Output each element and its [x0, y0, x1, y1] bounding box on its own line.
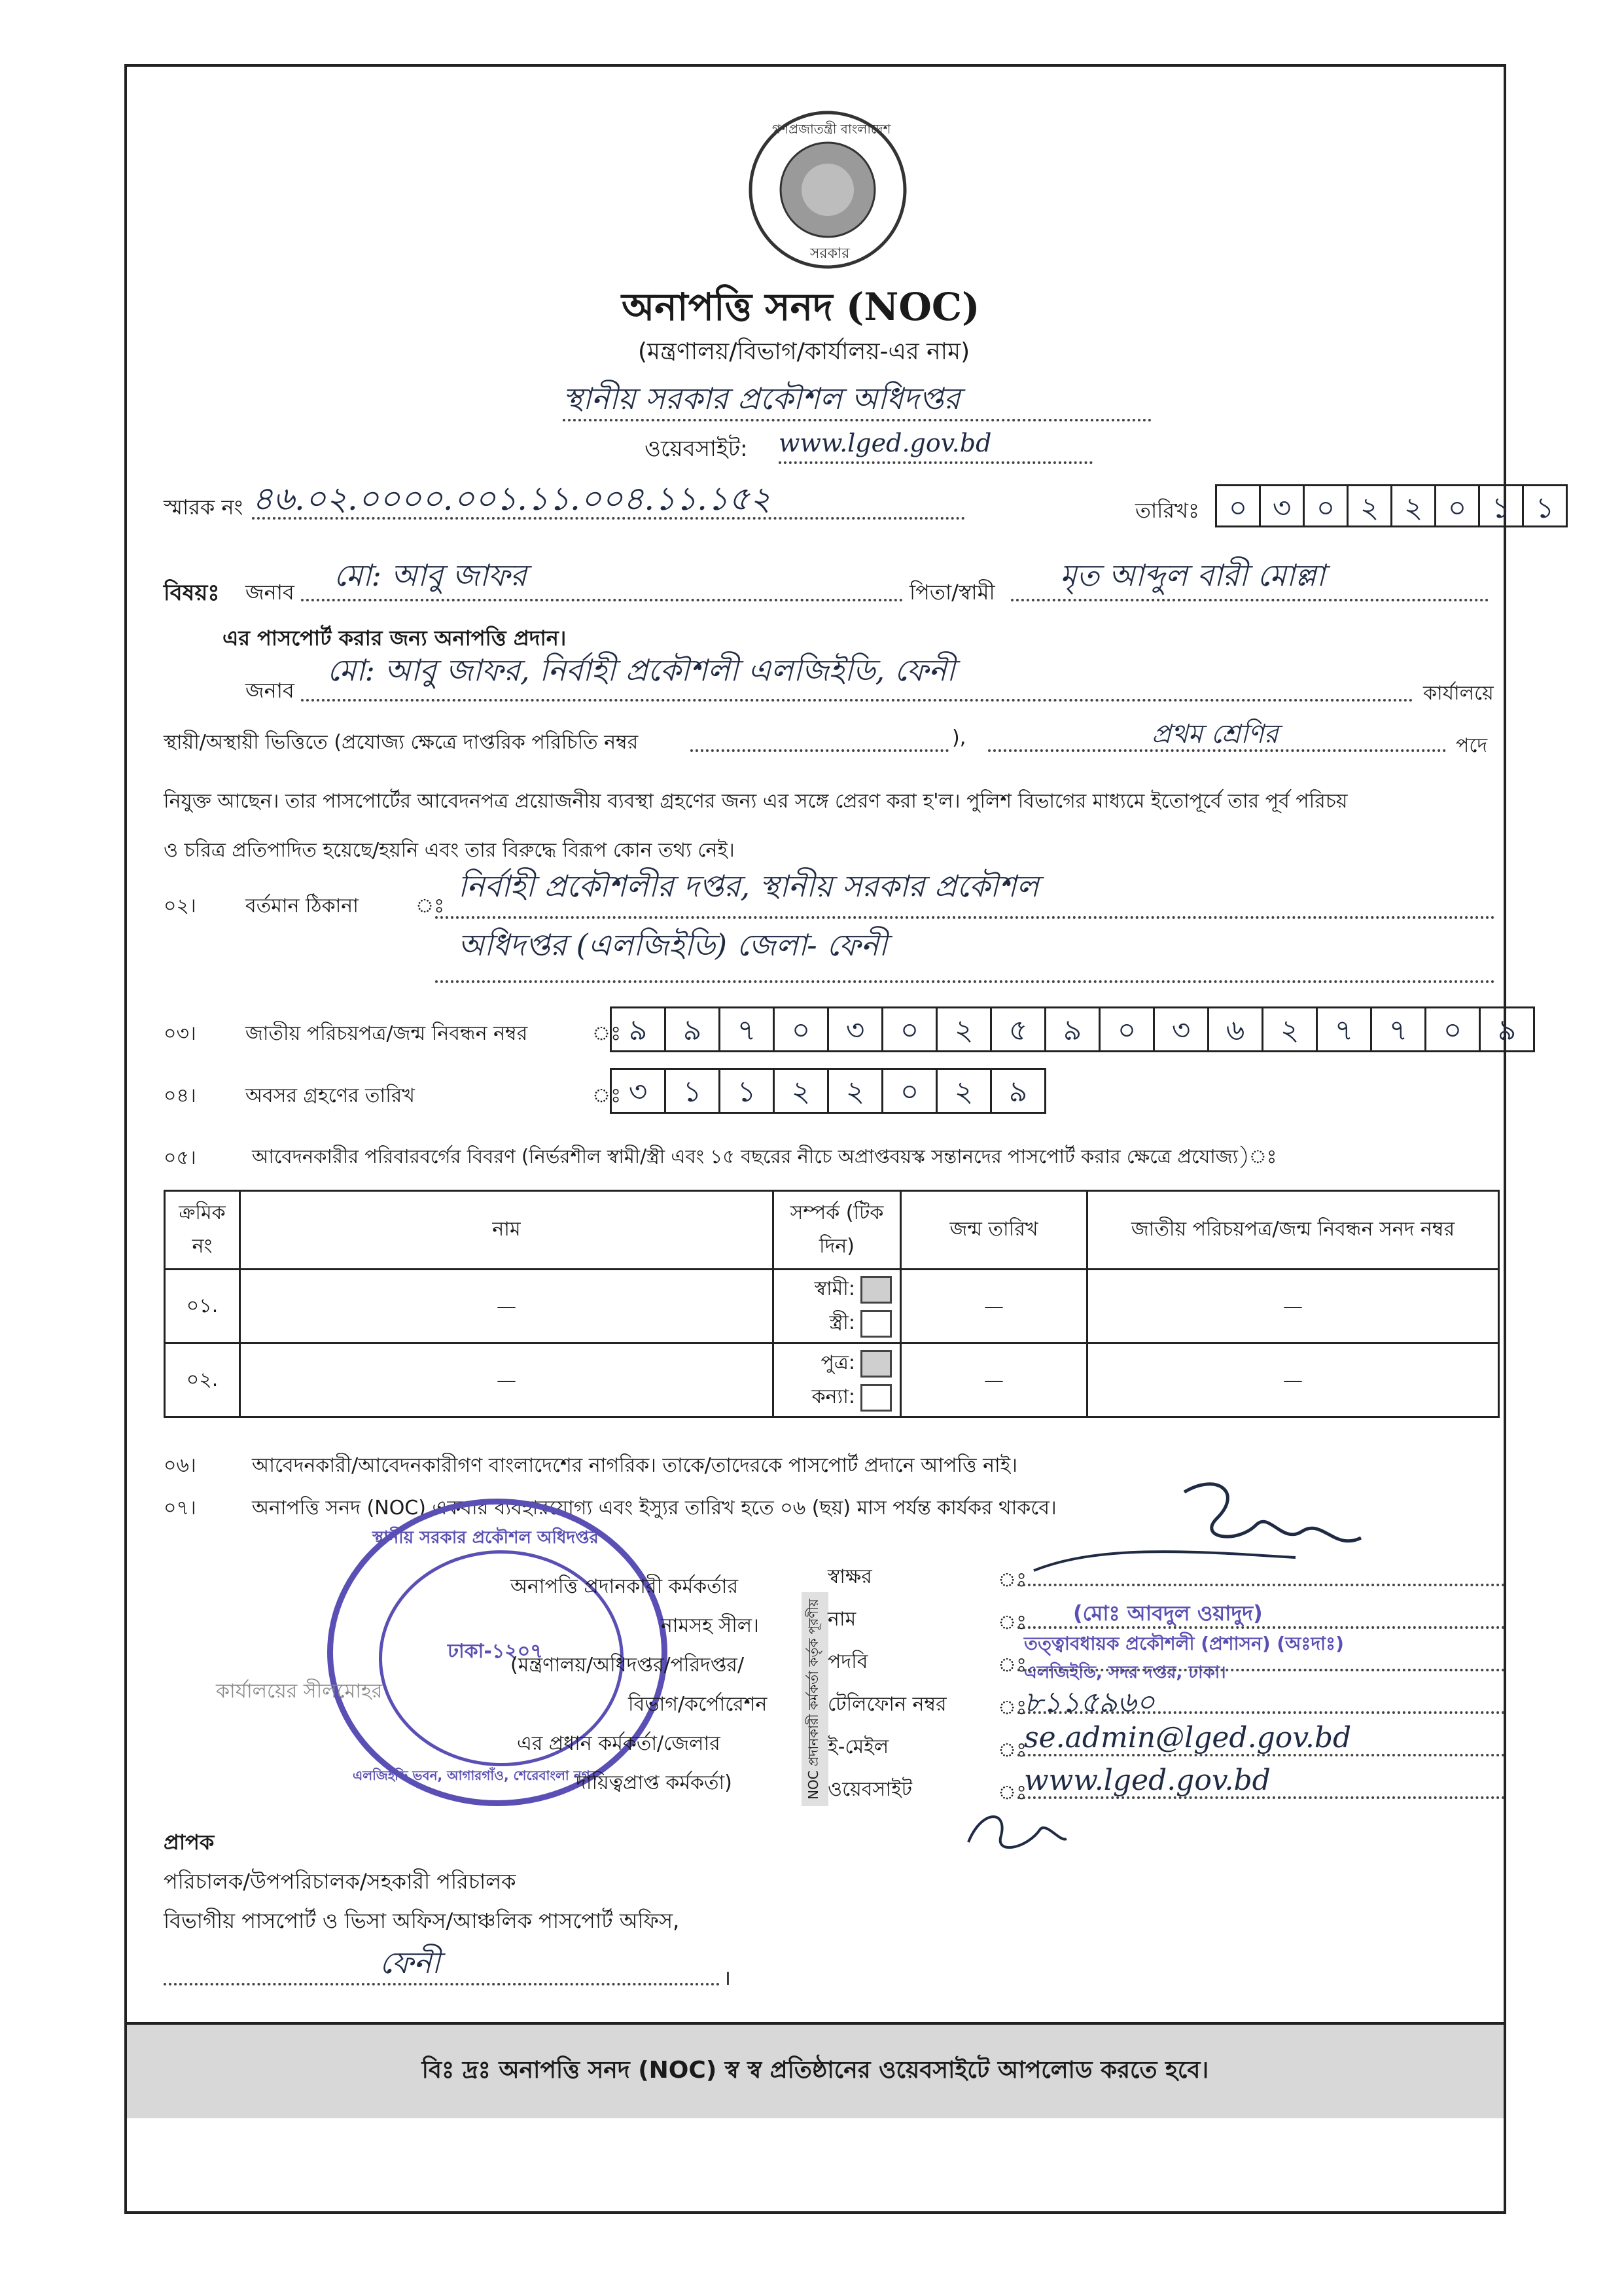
table-row [165, 1270, 1499, 1343]
footer-note-bar [127, 2022, 1504, 2118]
header-nid: জাতীয় পরিচয়পত্র/জন্ম নিবন্ধন সনদ নম্বর [1087, 1191, 1499, 1270]
subject-mr-label: জনাব [245, 580, 294, 605]
office-suffix: কার্যালয়ে [1423, 682, 1494, 705]
tenure-close: ), [952, 726, 966, 749]
wife-checkbox[interactable] [860, 1310, 892, 1338]
address-line-2: অধিদপ্তর (এলজিইডি) জেলা- ফেনী [458, 927, 888, 963]
memo-label: স্মারক নং [164, 495, 243, 520]
nid-boxes: ৯ ৯ ৭ ০ ৩ ০ ২ ৫ ৯ ০ ৩ ৬ ২ ৭ ৭ ০ ৯ [612, 1006, 1535, 1052]
signature-main [1021, 1466, 1387, 1590]
recipient-line-3: ফেনী [380, 1945, 440, 1980]
signatory-email: se.admin@lged.gov.bd [1024, 1721, 1352, 1754]
date-label: তারিখঃ [1135, 498, 1200, 523]
header-name: নাম [240, 1191, 773, 1270]
signatory-line-6: দায়িত্বপ্রাপ্ত কর্মকর্তা) [576, 1771, 732, 1794]
signatory-line-3: (মন্ত্রণালয়/অধিদপ্তর/পরিদপ্তর/ [510, 1654, 745, 1677]
row-nid: — [1087, 1270, 1499, 1343]
memo-value: ৪৬.০২.০০০০.০০১.১১.০০৪.১১.১৫২ [252, 480, 771, 518]
son-checkbox[interactable] [860, 1350, 892, 1378]
field-name-label: নাম [828, 1608, 856, 1631]
item-07-number: ০৭। [164, 1497, 196, 1520]
header-serial: ক্রমিক নং [165, 1191, 240, 1270]
header-dob: জন্ম তারিখ [901, 1191, 1087, 1270]
row-relation: পুত্র: কন্যা: [773, 1343, 901, 1417]
field-phone-label: টেলিফোন নম্বর [828, 1693, 947, 1716]
field-email-label: ই-মেইল [828, 1735, 889, 1758]
field-website-label: ওয়েবসাইট [828, 1778, 912, 1801]
body-paragraph-2: ও চরিত্র প্রতিপাদিত হয়েছে/হয়নি এবং তার বিরুদ্ধে বিরূপ কোন তথ্য নেই। [164, 839, 735, 862]
item-06-number: ০৬। [164, 1454, 196, 1477]
footer-note: বিঃ দ্রঃ অনাপত্তি সনদ (NOC) স্ব স্ব প্রতিষ্ঠানের ওয়েবসাইটে আপলোড করতে হবে। [421, 2056, 1209, 2084]
item-02-label: বর্তমান ঠিকানা [245, 895, 359, 917]
seal-bottom-text: সরকার [810, 245, 850, 262]
vertical-label: NOC প্রদানকারী কর্মকর্তা কর্তৃক পূরণীয় [802, 1592, 828, 1806]
body-paragraph-1: নিযুক্ত আছেন। তার পাসপোর্টের আবেদনপত্র প্রয়োজনীয় ব্যবস্থা গ্রহণের জন্য এর সঙ্গে প্রেরণ করা হ'ল। পুলিশ বিভাগের মাধ্যমে ইতোপূর্বে তার পূর্ব পরিচয় [164, 790, 1348, 813]
item-02-number: ০২। [164, 895, 196, 917]
field-designation-label: পদবি [828, 1650, 868, 1673]
stamp-center-text: ঢাকা-১২০৭ [448, 1640, 543, 1663]
stamp-bottom-text: এলজিইডি ভবন, আগারগাঁও, শেরেবাংলা নগর [353, 1768, 597, 1783]
government-seal-icon [746, 108, 909, 272]
row-name: — [240, 1270, 773, 1343]
signatory-line-5: এর প্রধান কর্মকর্তা/জেলার [517, 1732, 720, 1755]
recipient-end-mark: । [723, 1965, 732, 1990]
post-suffix: পদে [1456, 734, 1488, 757]
row-name: — [240, 1343, 773, 1417]
item-04-number: ০৪। [164, 1084, 196, 1107]
signatory-designation-line-2: এলজিইডি, সদর দপ্তর, ঢাকা। [1024, 1663, 1226, 1682]
table-header-row [165, 1191, 1499, 1270]
subject-purpose: এর পাসপোর্ট করার জন্য অনাপত্তি প্রদান। [222, 626, 567, 650]
family-table [164, 1190, 1500, 1418]
item-05-number: ০৫। [164, 1147, 196, 1169]
page-title: অনাপত্তি সনদ (NOC) [622, 285, 980, 329]
website-value: www.lged.gov.bd [779, 429, 992, 457]
signatory-line-2: নামসহ সীল। [661, 1614, 759, 1637]
husband-checkbox[interactable] [860, 1276, 892, 1304]
header-relation: সম্পর্ক (টিক দিন) [773, 1191, 901, 1270]
row-nid: — [1087, 1343, 1499, 1417]
signatory-name: (মোঃ আবদুল ওয়াদুদ) [1073, 1601, 1263, 1626]
signatory-designation: তত্ত্বাবধায়ক প্রকৌশলী (প্রশাসন) (অঃদাঃ) [1024, 1633, 1344, 1654]
row-serial: ০২. [165, 1343, 240, 1417]
item-06-text: আবেদনকারী/আবেদনকারীগণ বাংলাদেশের নাগরিক। তাকে/তাদেরকে পাসপোর্ট প্রদানে আপত্তি নাই। [252, 1454, 1018, 1477]
table-row [165, 1343, 1499, 1417]
item-04-label: অবসর গ্রহণের তারিখ [245, 1084, 415, 1107]
item-03-number: ০৩। [164, 1022, 196, 1045]
signatory-phone: ৮১১৫৯৬০ [1024, 1686, 1155, 1719]
date-boxes: ০ ৩ ০ ২ ২ ০ ১ ১ [1217, 484, 1568, 527]
office-seal-text: কার্যালয়ের সীলমোহর [216, 1680, 383, 1703]
daughter-checkbox[interactable] [860, 1384, 892, 1412]
body-mr-label: জনাব [245, 678, 294, 703]
address-line-1: নির্বাহী প্রকৌশলীর দপ্তর, স্থানীয় সরকার প্রকৌশল [458, 868, 1039, 904]
stamp-top-text: স্থানীয় সরকার প্রকৌশল অধিদপ্তর [372, 1528, 599, 1548]
post-value: প্রথম শ্রেণির [1152, 719, 1279, 749]
row-dob: — [901, 1270, 1087, 1343]
item-07-text: অনাপত্তি সনদ (NOC) একবার ব্যবহারযোগ্য এবং ইস্যুর তারিখ হতে ০৬ (ছয়) মাস পর্যন্ত কার্যকর থাকবে। [252, 1497, 1057, 1520]
tenure-text: স্থায়ী/অস্থায়ী ভিত্তিতে (প্রযোজ্য ক্ষেত্রে দাপ্তরিক পরিচিতি নম্বর [164, 731, 639, 754]
office-value: মো: আবু জাফর, নির্বাহী প্রকৌশলী এলজিইডি, ফেনী [327, 652, 955, 688]
recipient-line-2: বিভাগীয় পাসপোর্ট ও ভিসা অফিস/আঞ্চলিক পাসপোর্ট অফিস, [164, 1908, 680, 1933]
recipient-line-1: পরিচালক/উপপরিচালক/সহকারী পরিচালক [164, 1869, 516, 1894]
father-label: পিতা/স্বামী [909, 580, 995, 605]
signatory-line-1: অনাপত্তি প্রদানকারী কর্মকর্তার [510, 1575, 738, 1598]
row-relation: স্বামী: স্ত্রী: [773, 1270, 901, 1343]
ministry-value: স্থানীয় সরকার প্রকৌশল অধিদপ্তর [563, 381, 961, 416]
seal-ring-text: গণপ্রজাতন্ত্রী বাংলাদেশ [772, 121, 891, 137]
row-dob: — [901, 1343, 1087, 1417]
website-label: ওয়েবসাইট: [644, 436, 748, 462]
field-signature-label: স্বাক্ষর [828, 1565, 872, 1588]
signature-initial [955, 1803, 1073, 1862]
subject-label: বিষয়ঃ [164, 580, 220, 606]
signatory-website: www.lged.gov.bd [1024, 1764, 1271, 1797]
recipient-label: প্রাপক [164, 1830, 215, 1855]
father-name: মৃত আব্দুল বারী মোল্লা [1060, 558, 1326, 593]
item-05-label: আবেদনকারীর পরিবারবর্গের বিবরণ (নির্ভরশীল স্বামী/স্ত্রী এবং ১৫ বছরের নীচে অপ্রাপ্তবয়স্ক সন্তানদের পাসপোর্ট করার ক্ষেত্রে প্রযোজ্য)ঃ [252, 1145, 1277, 1167]
applicant-name: মো: আবু জাফর [334, 558, 527, 593]
item-03-label: জাতীয় পরিচয়পত্র/জন্ম নিবন্ধন নম্বর [245, 1022, 528, 1045]
signatory-line-4: বিভাগ/কর্পোরেশন [628, 1693, 768, 1716]
row-serial: ০১. [165, 1270, 240, 1343]
ministry-label: (মন্ত্রণালয়/বিভাগ/কার্যালয়-এর নাম) [638, 338, 970, 365]
retirement-date-boxes: ৩ ১ ১ ২ ২ ০ ২ ৯ [612, 1068, 1046, 1114]
